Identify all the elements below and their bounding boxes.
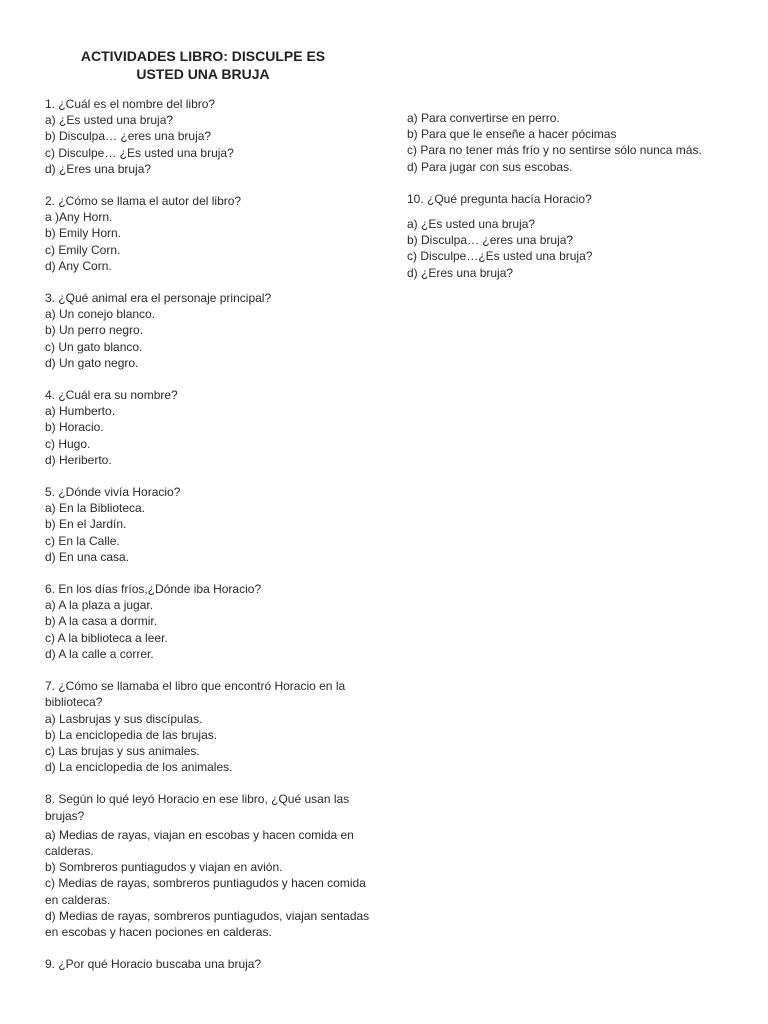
question-10-option-b: b) Disculpa… ¿eres una bruja?	[407, 233, 574, 248]
question-3-text: 3. ¿Qué animal era el personaje principal?	[45, 291, 272, 306]
question-7-text: 7. ¿Cómo se llamaba el libro que encontró Horacio en la biblioteca?	[45, 679, 346, 710]
question-7-option-d: d) La enciclopedia de los animales.	[45, 760, 233, 775]
question-3-option-b: b) Un perro negro.	[45, 323, 144, 338]
question-6-option-d: d) A la calle a correr.	[45, 646, 154, 661]
question-9-option-a: a) Para convertirse en perro.	[407, 111, 560, 125]
right-column	[407, 110, 747, 297]
question-2-option-b: b) Emily Horn.	[45, 226, 122, 241]
question-10-option-a: a) ¿Es usted una bruja?	[407, 217, 536, 232]
question-3-option-c: c) Un gato blanco.	[45, 339, 143, 354]
question-2-option-a: a )Any Horn.	[45, 210, 113, 225]
question-4	[45, 387, 375, 468]
question-8-option-d: d) Medias de rayas, sombreros puntiagudos, viajan sentadas en escobas y hacen pociones en calderas.	[45, 908, 370, 939]
question-4-text: 4. ¿Cuál era su nombre?	[45, 388, 178, 403]
question-3-option-d: d) Un gato negro.	[45, 355, 139, 370]
question-3-option-a: a) Un conejo blanco.	[45, 307, 156, 322]
question-9-answers	[407, 110, 747, 175]
question-5-option-b: b) En el Jardín.	[45, 517, 127, 532]
question-4-option-d: d) Heriberto.	[45, 452, 112, 467]
question-1-option-c: c) Disculpe… ¿Es usted una bruja?	[45, 145, 234, 160]
question-7-option-a: a) Lasbrujas y sus discípulas.	[45, 711, 203, 726]
question-7-option-c: c) Las brujas y sus animales.	[45, 743, 200, 758]
question-9-option-b: b) Para que le enseñe a hacer pócimas	[407, 127, 617, 142]
question-9-option-c: c) Para no tener más frío y no sentirse sólo nunca más.	[407, 143, 702, 158]
question-4-option-c: c) Hugo.	[45, 436, 91, 451]
question-10-text: 10. ¿Qué pregunta hacía Horacio?	[407, 191, 592, 206]
question-9	[45, 956, 375, 972]
question-6-option-c: c) A la biblioteca a leer.	[45, 630, 168, 645]
question-5-text: 5. ¿Dónde vivía Horacio?	[45, 485, 181, 500]
question-10-option-d: d) ¿Eres una bruja?	[407, 265, 514, 280]
question-1-option-d: d) ¿Eres una bruja?	[45, 161, 152, 176]
question-2-option-d: d) Any Corn.	[45, 258, 112, 273]
question-8-text: 8. Según lo qué leyó Horacio en ese libro, ¿Qué usan las brujas?	[45, 792, 350, 823]
left-column	[45, 96, 375, 988]
question-8-option-c: c) Medias de rayas, sombreros puntiagudos y hacen comida en calderas.	[45, 876, 366, 907]
question-6-option-b: b) A la casa a dormir.	[45, 614, 158, 629]
question-5-option-d: d) En una casa.	[45, 549, 130, 564]
question-2	[45, 193, 375, 274]
question-8-option-a: a) Medias de rayas, viajan en escobas y hacen comida en calderas.	[45, 827, 354, 858]
question-8	[45, 791, 375, 940]
question-1-option-a: a) ¿Es usted una bruja?	[45, 113, 174, 128]
question-9-text: 9. ¿Por qué Horacio buscaba una bruja?	[45, 957, 262, 972]
question-6	[45, 581, 375, 662]
question-3	[45, 290, 375, 371]
question-1-option-b: b) Disculpa… ¿eres una bruja?	[45, 129, 212, 144]
question-4-option-a: a) Humberto.	[45, 404, 116, 419]
question-10	[407, 191, 747, 281]
question-2-option-c: c) Emily Corn.	[45, 242, 121, 257]
question-1	[45, 96, 375, 177]
question-6-option-a: a) A la plaza a jugar.	[45, 598, 154, 613]
question-9-option-d: d) Para jugar con sus escobas.	[407, 159, 573, 174]
question-8-option-b: b) Sombreros puntiagudos y viajan en avión.	[45, 860, 283, 875]
question-4-option-b: b) Horacio.	[45, 420, 104, 435]
question-7-option-b: b) La enciclopedia de las brujas.	[45, 727, 218, 742]
title-line-2: USTED UNA BRUJA	[136, 66, 270, 82]
question-7	[45, 678, 375, 775]
question-6-text: 6. En los días fríos,¿Dónde iba Horacio?	[45, 582, 262, 597]
document-title	[44, 47, 362, 83]
question-5	[45, 484, 375, 565]
question-5-option-a: a) En la Biblioteca.	[45, 501, 146, 516]
title-line-1: ACTIVIDADES LIBRO: DISCULPE ES	[80, 48, 326, 64]
question-5-option-c: c) En la Calle.	[45, 533, 120, 548]
question-10-option-c: c) Disculpe…¿Es usted una bruja?	[407, 249, 593, 264]
question-2-text: 2. ¿Cómo se llama el autor del libro?	[45, 194, 242, 209]
question-1-text: 1. ¿Cuál es el nombre del libro?	[45, 97, 216, 111]
